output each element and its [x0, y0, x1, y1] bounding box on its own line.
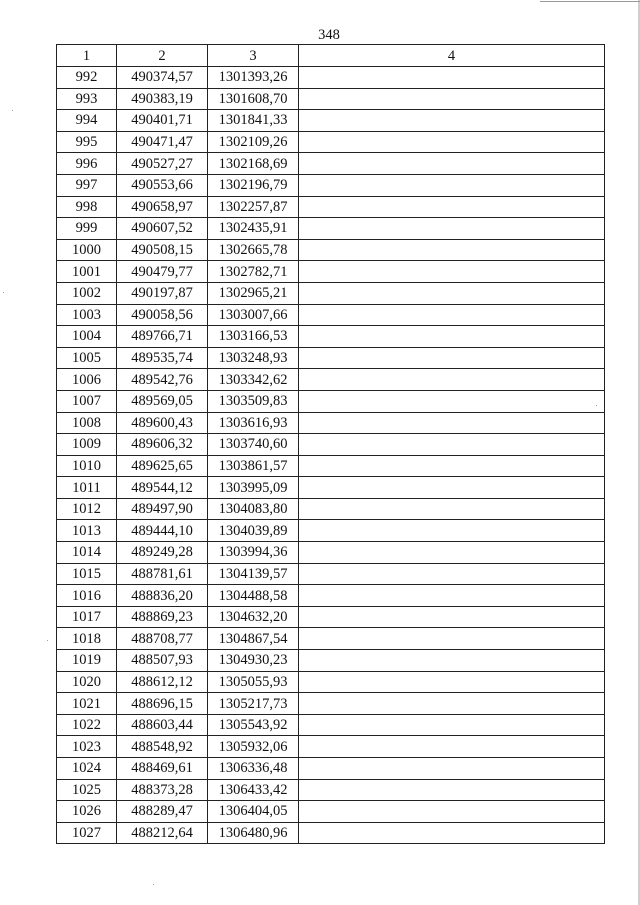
y-coordinate-cell: 1305217,73	[208, 693, 299, 715]
note-cell	[299, 304, 605, 326]
x-coordinate-cell: 488469,61	[117, 758, 208, 780]
note-cell	[299, 477, 605, 499]
x-coordinate-cell: 490527,27	[117, 153, 208, 175]
table-row	[57, 758, 605, 780]
note-cell	[299, 67, 605, 89]
table-row	[57, 563, 605, 585]
table-row	[57, 347, 605, 369]
x-coordinate-cell: 490553,66	[117, 174, 208, 196]
y-coordinate-cell: 1303861,57	[208, 455, 299, 477]
table-row	[57, 304, 605, 326]
x-coordinate-cell: 490383,19	[117, 88, 208, 110]
table-row	[57, 239, 605, 261]
table-header-row	[57, 45, 605, 67]
table-row	[57, 390, 605, 412]
table-row	[57, 520, 605, 542]
point-number-cell: 1006	[57, 369, 117, 391]
table-row	[57, 110, 605, 132]
y-coordinate-cell: 1305055,93	[208, 671, 299, 693]
note-cell	[299, 434, 605, 456]
point-number-cell: 1010	[57, 455, 117, 477]
x-coordinate-cell: 490471,47	[117, 131, 208, 153]
table-row	[57, 434, 605, 456]
x-coordinate-cell: 490508,15	[117, 239, 208, 261]
table-row	[57, 88, 605, 110]
table-row	[57, 498, 605, 520]
table-row	[57, 369, 605, 391]
note-cell	[299, 261, 605, 283]
note-cell	[299, 650, 605, 672]
note-cell	[299, 153, 605, 175]
point-number-cell: 1018	[57, 628, 117, 650]
scan-speck	[153, 884, 154, 885]
table-row	[57, 628, 605, 650]
point-number-cell: 1020	[57, 671, 117, 693]
x-coordinate-cell: 488612,12	[117, 671, 208, 693]
note-cell	[299, 455, 605, 477]
x-coordinate-cell: 488289,47	[117, 801, 208, 823]
y-coordinate-cell: 1301393,26	[208, 67, 299, 89]
note-cell	[299, 88, 605, 110]
point-number-cell: 1019	[57, 650, 117, 672]
y-coordinate-cell: 1304039,89	[208, 520, 299, 542]
note-cell	[299, 412, 605, 434]
y-coordinate-cell: 1303994,36	[208, 542, 299, 564]
y-coordinate-cell: 1305543,92	[208, 714, 299, 736]
table-row	[57, 542, 605, 564]
note-cell	[299, 779, 605, 801]
point-number-cell: 1016	[57, 585, 117, 607]
point-number-cell: 1009	[57, 434, 117, 456]
y-coordinate-cell: 1306404,05	[208, 801, 299, 823]
point-number-cell: 1024	[57, 758, 117, 780]
note-cell	[299, 736, 605, 758]
y-coordinate-cell: 1303995,09	[208, 477, 299, 499]
x-coordinate-cell: 489535,74	[117, 347, 208, 369]
table-row	[57, 779, 605, 801]
point-number-cell: 997	[57, 174, 117, 196]
column-header-1: 1	[57, 45, 117, 67]
scan-speck	[47, 640, 48, 641]
table-row	[57, 455, 605, 477]
note-cell	[299, 542, 605, 564]
x-coordinate-cell: 489542,76	[117, 369, 208, 391]
table-row	[57, 736, 605, 758]
point-number-cell: 1017	[57, 606, 117, 628]
point-number-cell: 1022	[57, 714, 117, 736]
x-coordinate-cell: 490658,97	[117, 196, 208, 218]
scan-speck	[12, 110, 13, 111]
y-coordinate-cell: 1303509,83	[208, 390, 299, 412]
point-number-cell: 1001	[57, 261, 117, 283]
y-coordinate-cell: 1302196,79	[208, 174, 299, 196]
scan-edge-line	[540, 1, 640, 2]
point-number-cell: 1000	[57, 239, 117, 261]
x-coordinate-cell: 488836,20	[117, 585, 208, 607]
x-coordinate-cell: 490197,87	[117, 282, 208, 304]
table-row	[57, 261, 605, 283]
note-cell	[299, 347, 605, 369]
point-number-cell: 1015	[57, 563, 117, 585]
y-coordinate-cell: 1302782,71	[208, 261, 299, 283]
y-coordinate-cell: 1302965,21	[208, 282, 299, 304]
table-row	[57, 477, 605, 499]
x-coordinate-cell: 490374,57	[117, 67, 208, 89]
point-number-cell: 1014	[57, 542, 117, 564]
x-coordinate-cell: 490058,56	[117, 304, 208, 326]
y-coordinate-cell: 1306433,42	[208, 779, 299, 801]
y-coordinate-cell: 1303616,93	[208, 412, 299, 434]
x-coordinate-cell: 490401,71	[117, 110, 208, 132]
note-cell	[299, 239, 605, 261]
point-number-cell: 1025	[57, 779, 117, 801]
x-coordinate-cell: 488212,64	[117, 822, 208, 844]
y-coordinate-cell: 1301608,70	[208, 88, 299, 110]
y-coordinate-cell: 1303342,62	[208, 369, 299, 391]
y-coordinate-cell: 1303248,93	[208, 347, 299, 369]
table-row	[57, 153, 605, 175]
table-row	[57, 671, 605, 693]
point-number-cell: 1027	[57, 822, 117, 844]
y-coordinate-cell: 1303740,60	[208, 434, 299, 456]
table-row	[57, 131, 605, 153]
y-coordinate-cell: 1304488,58	[208, 585, 299, 607]
note-cell	[299, 801, 605, 823]
x-coordinate-cell: 490607,52	[117, 218, 208, 240]
y-coordinate-cell: 1303007,66	[208, 304, 299, 326]
y-coordinate-cell: 1304867,54	[208, 628, 299, 650]
note-cell	[299, 218, 605, 240]
table-row	[57, 585, 605, 607]
coordinates-table	[56, 44, 605, 844]
x-coordinate-cell: 489606,32	[117, 434, 208, 456]
y-coordinate-cell: 1304083,80	[208, 498, 299, 520]
note-cell	[299, 563, 605, 585]
table-row	[57, 67, 605, 89]
table-row	[57, 650, 605, 672]
x-coordinate-cell: 488869,23	[117, 606, 208, 628]
point-number-cell: 1013	[57, 520, 117, 542]
x-coordinate-cell: 488708,77	[117, 628, 208, 650]
point-number-cell: 995	[57, 131, 117, 153]
point-number-cell: 993	[57, 88, 117, 110]
x-coordinate-cell: 488548,92	[117, 736, 208, 758]
table-row	[57, 822, 605, 844]
y-coordinate-cell: 1306480,96	[208, 822, 299, 844]
point-number-cell: 1007	[57, 390, 117, 412]
scan-speck	[596, 405, 597, 406]
y-coordinate-cell: 1301841,33	[208, 110, 299, 132]
note-cell	[299, 282, 605, 304]
point-number-cell: 999	[57, 218, 117, 240]
point-number-cell: 1026	[57, 801, 117, 823]
y-coordinate-cell: 1306336,48	[208, 758, 299, 780]
note-cell	[299, 585, 605, 607]
y-coordinate-cell: 1304139,57	[208, 563, 299, 585]
note-cell	[299, 131, 605, 153]
y-coordinate-cell: 1303166,53	[208, 326, 299, 348]
note-cell	[299, 693, 605, 715]
note-cell	[299, 390, 605, 412]
table-row	[57, 218, 605, 240]
table-row	[57, 801, 605, 823]
x-coordinate-cell: 489625,65	[117, 455, 208, 477]
scan-speck	[3, 292, 4, 293]
y-coordinate-cell: 1304930,23	[208, 650, 299, 672]
x-coordinate-cell: 488507,93	[117, 650, 208, 672]
table-row	[57, 196, 605, 218]
note-cell	[299, 714, 605, 736]
table-row	[57, 606, 605, 628]
point-number-cell: 994	[57, 110, 117, 132]
note-cell	[299, 520, 605, 542]
note-cell	[299, 174, 605, 196]
point-number-cell: 1003	[57, 304, 117, 326]
point-number-cell: 1002	[57, 282, 117, 304]
x-coordinate-cell: 489766,71	[117, 326, 208, 348]
point-number-cell: 998	[57, 196, 117, 218]
point-number-cell: 1021	[57, 693, 117, 715]
point-number-cell: 1004	[57, 326, 117, 348]
point-number-cell: 1008	[57, 412, 117, 434]
y-coordinate-cell: 1305932,06	[208, 736, 299, 758]
x-coordinate-cell: 489249,28	[117, 542, 208, 564]
x-coordinate-cell: 490479,77	[117, 261, 208, 283]
column-header-3: 3	[208, 45, 299, 67]
point-number-cell: 1011	[57, 477, 117, 499]
table-row	[57, 282, 605, 304]
column-header-4: 4	[299, 45, 605, 67]
table-body	[57, 67, 605, 844]
point-number-cell: 1023	[57, 736, 117, 758]
column-header-2: 2	[117, 45, 208, 67]
note-cell	[299, 606, 605, 628]
y-coordinate-cell: 1304632,20	[208, 606, 299, 628]
x-coordinate-cell: 489497,90	[117, 498, 208, 520]
note-cell	[299, 326, 605, 348]
y-coordinate-cell: 1302257,87	[208, 196, 299, 218]
table-row	[57, 412, 605, 434]
note-cell	[299, 628, 605, 650]
y-coordinate-cell: 1302435,91	[208, 218, 299, 240]
y-coordinate-cell: 1302168,69	[208, 153, 299, 175]
note-cell	[299, 822, 605, 844]
page-number: 348	[318, 27, 340, 43]
x-coordinate-cell: 489444,10	[117, 520, 208, 542]
x-coordinate-cell: 489600,43	[117, 412, 208, 434]
table-row	[57, 326, 605, 348]
point-number-cell: 992	[57, 67, 117, 89]
x-coordinate-cell: 489569,05	[117, 390, 208, 412]
point-number-cell: 996	[57, 153, 117, 175]
y-coordinate-cell: 1302665,78	[208, 239, 299, 261]
x-coordinate-cell: 489544,12	[117, 477, 208, 499]
note-cell	[299, 196, 605, 218]
note-cell	[299, 110, 605, 132]
x-coordinate-cell: 488696,15	[117, 693, 208, 715]
table-row	[57, 714, 605, 736]
note-cell	[299, 498, 605, 520]
x-coordinate-cell: 488373,28	[117, 779, 208, 801]
note-cell	[299, 758, 605, 780]
point-number-cell: 1012	[57, 498, 117, 520]
point-number-cell: 1005	[57, 347, 117, 369]
x-coordinate-cell: 488603,44	[117, 714, 208, 736]
table-row	[57, 174, 605, 196]
x-coordinate-cell: 488781,61	[117, 563, 208, 585]
note-cell	[299, 671, 605, 693]
table-row	[57, 693, 605, 715]
y-coordinate-cell: 1302109,26	[208, 131, 299, 153]
note-cell	[299, 369, 605, 391]
